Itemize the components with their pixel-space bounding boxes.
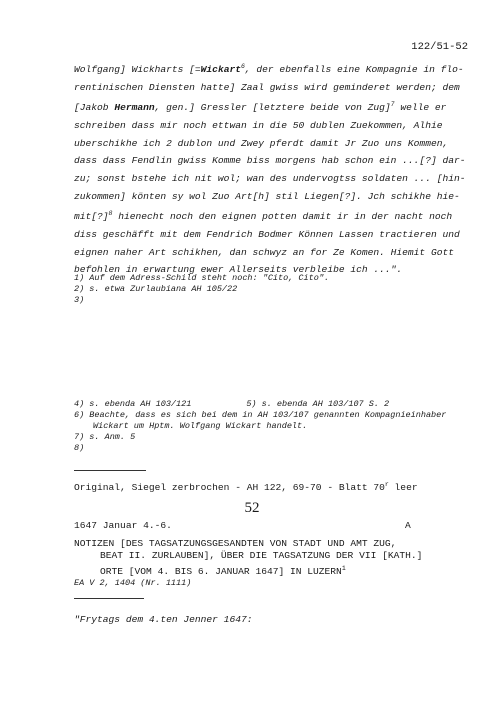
footnote-6: 6) Beachte, dass es sich bei dem in AH 103/107 genannten Kompagnieinhaber bbox=[74, 410, 447, 420]
separator-rule-2 bbox=[74, 598, 144, 599]
heading-line-3: ORTE [VOM 4. BIS 6. JANUAR 1647] IN LUZERN$^1$ bbox=[100, 564, 346, 577]
page-reference: 122/51-52 bbox=[411, 41, 468, 53]
footnote-4-text: 4) s. ebenda AH 103/121 bbox=[74, 399, 192, 409]
footnote-6-continued-text: Wickart um Hptm. Wolfgang Wickart handelt. bbox=[93, 421, 308, 431]
body-line-6: dass dass Fendlin gwiss Komme biss morgens hab schon ein ...[?] dar- bbox=[74, 155, 466, 167]
body-line-12: befohlen in erwartung ewer Allerseits verbleibe ich ...". bbox=[74, 264, 403, 276]
ea-reference: EA V 2, 1404 (Nr. 1111) bbox=[74, 578, 192, 588]
document-number: 52 bbox=[244, 500, 260, 516]
footnote-5-text: 5) s. ebenda AH 103/107 S. 2 bbox=[246, 399, 390, 409]
footnote-4 bbox=[74, 399, 389, 410]
footnote-7: 7) s. Anm. 5 bbox=[74, 432, 136, 442]
footnote-2: 2) s. etwa Zurlaubiana AH 105/22 bbox=[74, 284, 238, 294]
body-line-2: rentinischen Diensten hatte] Zaal gwiss wird geminderet werden; dem bbox=[74, 81, 460, 93]
document-date: 1647 Januar 4.-6. bbox=[74, 520, 172, 531]
body-line-8: zukommen] könten sy wol Zuo Art[h] stil Liegen[?]. Jch schikhe hie- bbox=[74, 190, 460, 202]
footnote-8: 8) bbox=[74, 443, 85, 453]
document-marker: A bbox=[405, 520, 411, 531]
document-heading bbox=[74, 538, 422, 578]
letter-body bbox=[74, 58, 470, 279]
original-note: Original, Siegel zerbrochen - AH 122, 69-70 - Blatt 70$^r$ leer bbox=[74, 481, 418, 494]
footnote-6-continued bbox=[74, 421, 307, 432]
heading-line-1: NOTIZEN [DES TAGSATZUNGSGESANDTEN VON STADT UND AMT ZUG, bbox=[74, 538, 397, 549]
body-line-7: zu; sonst bstehe ich nit wol; wan des undervogtss soldaten ... [hin- bbox=[74, 172, 466, 184]
body-line-1: Wolfgang] Wickharts [=Wickart$^6$, der ebenfalls eine Kompagnie in flo- bbox=[74, 63, 464, 76]
body-line-10: diss geschäfft mit dem Fendrich Bodmer Können Lassen tractieren und bbox=[74, 228, 460, 240]
body-line-5: uberschikhe ich 2 dublon und Zwey pferdt damit Jr Zuo uns Kommen, bbox=[74, 137, 449, 149]
heading-line-2: BEAT II. ZURLAUBEN], ÜBER DIE TAGSATZUNG DER VII [KATH.] bbox=[100, 550, 423, 562]
separator-rule bbox=[74, 470, 146, 471]
quote-start: "Frytags dem 4.ten Jenner 1647: bbox=[74, 614, 253, 625]
body-line-4: schreiben dass mir noch ettwan in die 50 dublen Zuekommen, Alhie bbox=[74, 120, 443, 132]
footnote-3: 3) bbox=[74, 295, 85, 305]
body-line-9: mit[?]$^8$ hienecht noch den eignen potten damit ir in der nacht noch bbox=[74, 210, 453, 223]
body-line-3: [Jakob Hermann, gen.] Gressler [letztere beide von Zug]$^7$ welle er bbox=[74, 101, 447, 114]
footnote-1: 1) Auf dem Adress-Schild steht noch: "Cito, Cito". bbox=[74, 273, 330, 283]
body-line-11: eignen naher Art schikhen, dan schwyz an for Ze Komen. Hiemit Gott bbox=[74, 246, 454, 258]
